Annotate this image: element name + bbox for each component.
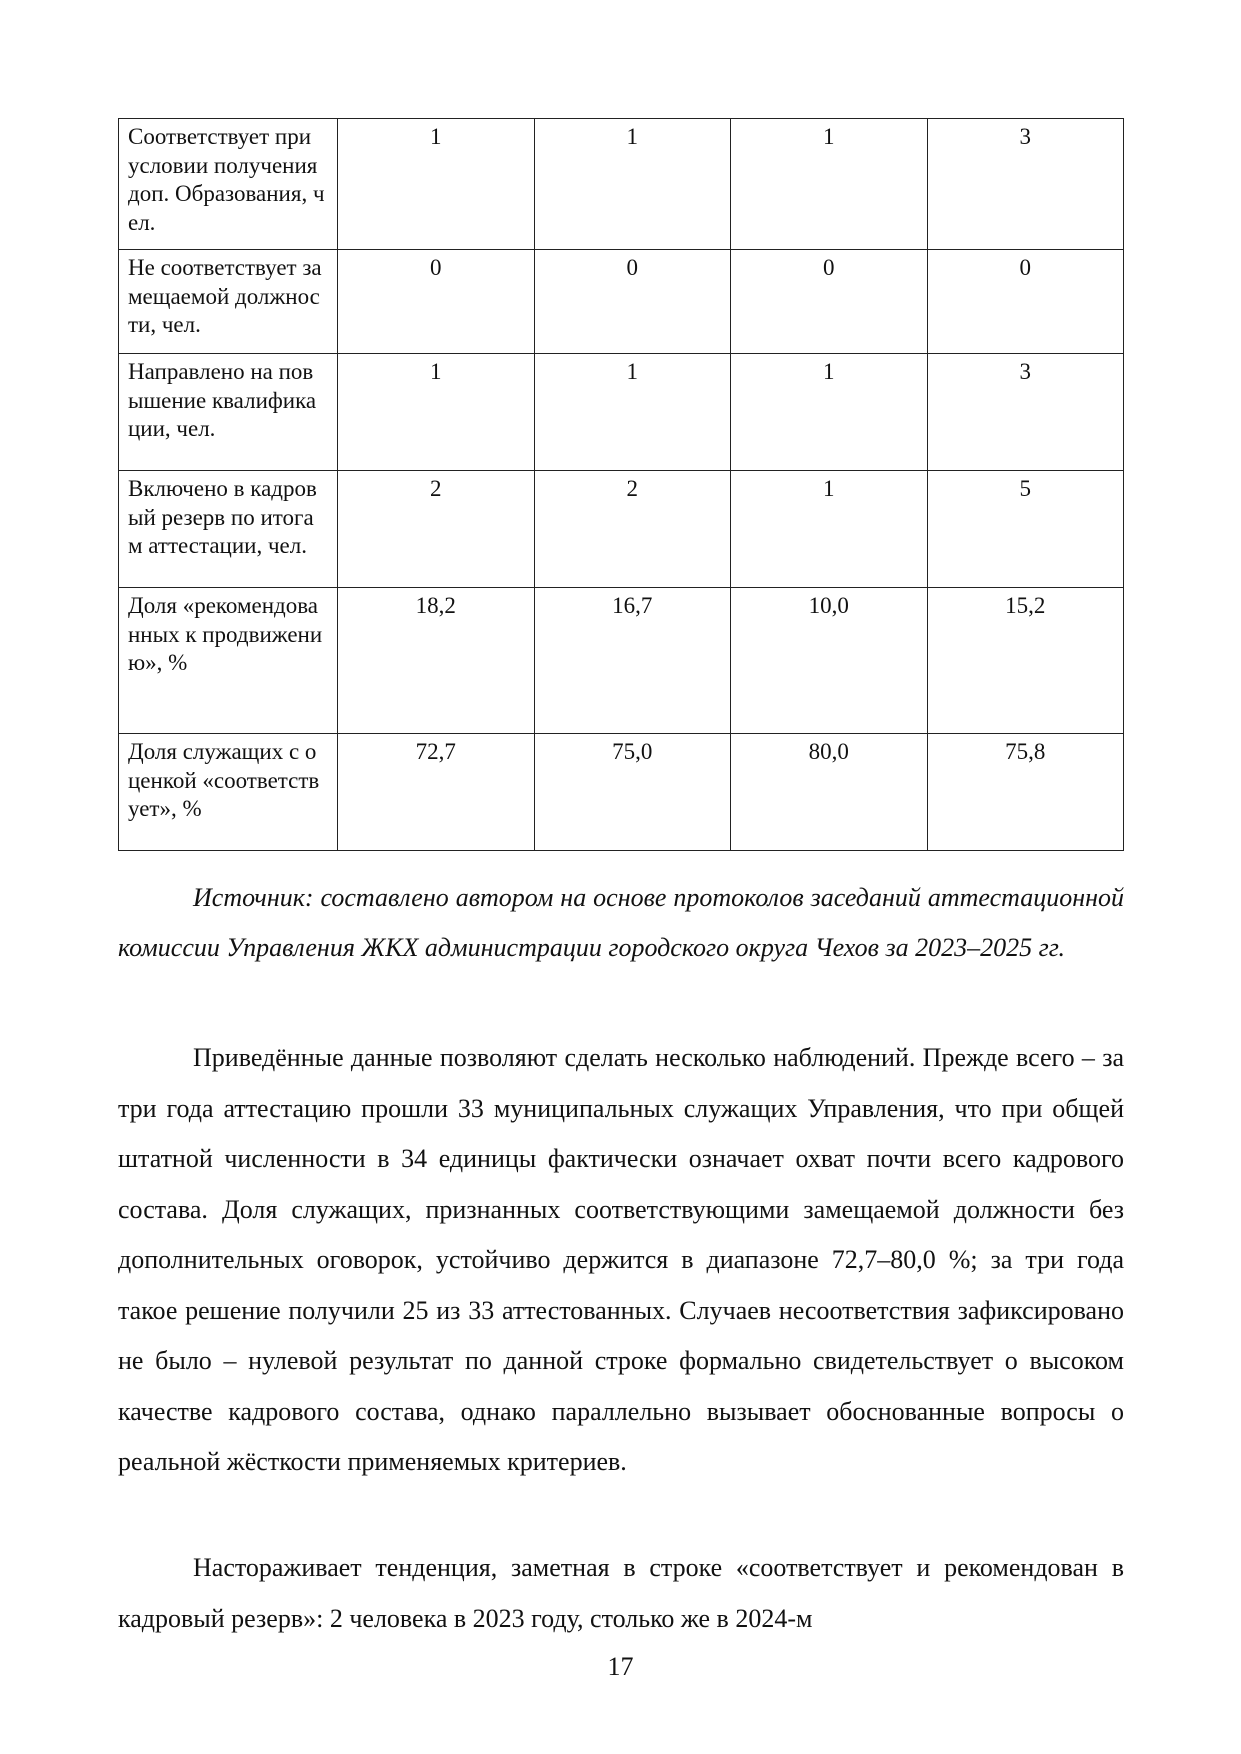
table-cell: 1 bbox=[534, 354, 731, 471]
table-cell: 0 bbox=[338, 250, 535, 354]
table-cell: 1 bbox=[731, 119, 928, 250]
table-cell: 3 bbox=[927, 354, 1124, 471]
row-label: Включено в кадровый резерв по итогам аттестации, чел. bbox=[119, 471, 338, 588]
table-cell: 1 bbox=[338, 354, 535, 471]
table-cell: 3 bbox=[927, 119, 1124, 250]
table-cell: 15,2 bbox=[927, 588, 1124, 734]
table-row bbox=[119, 588, 1124, 734]
row-label: Не соответствует замещаемой должности, чел. bbox=[119, 250, 338, 354]
table-cell: 72,7 bbox=[338, 734, 535, 851]
table-cell: 75,0 bbox=[534, 734, 731, 851]
table-row bbox=[119, 471, 1124, 588]
table-cell: 1 bbox=[731, 471, 928, 588]
table-cell: 0 bbox=[534, 250, 731, 354]
table-cell: 16,7 bbox=[534, 588, 731, 734]
table-cell: 2 bbox=[338, 471, 535, 588]
table-row bbox=[119, 734, 1124, 851]
table-cell: 75,8 bbox=[927, 734, 1124, 851]
row-label: Направлено на повышение квалификации, чел. bbox=[119, 354, 338, 471]
table-cell: 2 bbox=[534, 471, 731, 588]
row-label: Соответствует при условии получения доп. Образования, чел. bbox=[119, 119, 338, 250]
table-row bbox=[119, 119, 1124, 250]
table-cell: 10,0 bbox=[731, 588, 928, 734]
table-row bbox=[119, 250, 1124, 354]
table-cell: 1 bbox=[534, 119, 731, 250]
table-cell: 0 bbox=[731, 250, 928, 354]
table-source-note: Источник: составлено автором на основе протоколов заседаний аттестационной комиссии Управления ЖКХ администрации городского округа Чехов за 2023–2025 гг. bbox=[118, 883, 1124, 962]
table-body bbox=[119, 119, 1124, 851]
body-paragraph: Настораживает тенденция, заметная в строке «соответствует и рекомендован в кадровый резерв»: 2 человека в 2023 году, столько же в 2024-м bbox=[118, 1553, 1124, 1633]
table-cell: 18,2 bbox=[338, 588, 535, 734]
table-row bbox=[119, 354, 1124, 471]
row-label: Доля служащих с оценкой «соответствует», % bbox=[119, 734, 338, 851]
body-paragraph: Приведённые данные позволяют сделать несколько наблюдений. Прежде всего – за три года аттестацию прошли 33 муниципальных служащих Управления, что при общей штатной численности в 34 единицы фактически означает охват почти всего кадрового состава. Доля служащих, признанных соответствующими замещаемой должности без дополнительных оговорок, устойчиво держится в диапазоне 72,7–80,0 %; за три года такое решение получили 25 из 33 аттестованных. Случаев несоответствия зафиксировано не было – нулевой результат по данной строке формально свидетельствует о высоком качестве кадрового состава, однако параллельно вызывает обоснованные вопросы о реальной жёсткости применяемых критериев. bbox=[118, 1043, 1124, 1476]
table-cell: 1 bbox=[338, 119, 535, 250]
row-label: Доля «рекомендованных к продвижению», % bbox=[119, 588, 338, 734]
page-number: 17 bbox=[607, 1652, 634, 1681]
table-cell: 80,0 bbox=[731, 734, 928, 851]
table-cell: 5 bbox=[927, 471, 1124, 588]
attestation-table bbox=[118, 118, 1124, 851]
table-cell: 1 bbox=[731, 354, 928, 471]
table-cell: 0 bbox=[927, 250, 1124, 354]
